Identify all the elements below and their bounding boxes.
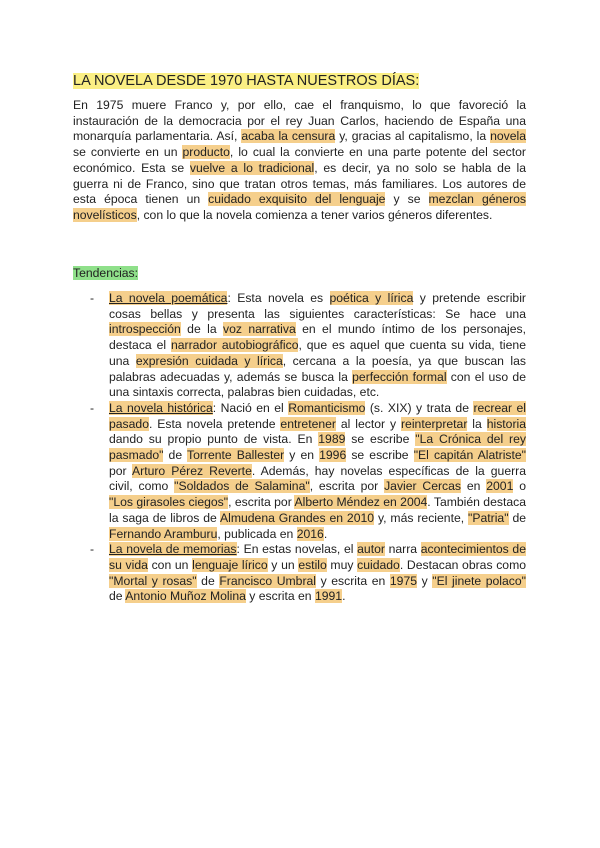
text-run: con el uso de una sintaxis correcta, palabras bien cuidadas, etc.	[109, 369, 526, 400]
text-run: y, gracias al capitalismo, la	[335, 129, 491, 144]
highlighted-term: "Patria"	[468, 510, 509, 525]
highlighted-term: 1975	[389, 573, 418, 588]
highlighted-term: 1996	[319, 448, 347, 463]
text-run: . Esta novela pretende	[148, 416, 281, 431]
tendency-title: La novela de memorias	[109, 542, 237, 557]
text-run: muy	[326, 557, 358, 572]
list-item	[73, 542, 526, 605]
page-title	[73, 72, 419, 90]
highlighted-term: Antonio Muñoz Molina	[125, 589, 246, 604]
highlighted-term: poética y lírica	[329, 291, 414, 305]
text-run: dando su propio punto de vista. En	[109, 432, 319, 447]
tendencias-list	[73, 291, 526, 605]
text-run: : En estas novelas, el	[236, 542, 358, 557]
intro-paragraph	[73, 98, 526, 224]
highlighted-term: acaba la censura	[241, 129, 336, 144]
highlighted-term: "La Crónica del rey pasmado"	[109, 432, 526, 463]
text-run: , con lo que la novela comienza a tener varios géneros diferentes.	[136, 207, 493, 222]
text-run: y en	[284, 448, 320, 463]
highlighted-term: estilo	[298, 557, 327, 572]
text-run: , escrita por	[228, 495, 295, 510]
text-run: o	[513, 479, 526, 494]
list-item	[73, 291, 526, 401]
highlighted-term: Almudena Grandes en 2010	[220, 510, 375, 525]
tendencias-label: Tendencias:	[73, 266, 139, 280]
highlighted-term: 2016	[296, 526, 324, 541]
text-run: y se	[385, 192, 429, 207]
highlighted-term: Fernando Aramburu	[109, 526, 218, 541]
text-run: de	[163, 448, 187, 463]
list-dash: -	[90, 400, 95, 415]
highlighted-term: Alberto Méndez en 2004	[294, 495, 428, 510]
text-run: se escribe	[346, 448, 414, 463]
text-run: , cercana a la poesía, ya que buscan las palabras adecuadas y, además se busca la	[109, 353, 526, 384]
text-run: (s. XIX) y trata de	[365, 400, 474, 415]
highlighted-term: "Los girasoles ciegos"	[109, 495, 229, 510]
highlighted-term: 1989	[318, 432, 346, 447]
highlighted-term: "Soldados de Salamina"	[174, 479, 310, 494]
highlighted-term: narrador autobiográfico	[170, 338, 299, 353]
highlighted-term: Javier Cercas	[384, 479, 462, 494]
text-run: se escribe	[345, 432, 416, 447]
text-run: se convierte en un	[73, 145, 183, 160]
text-run: . Destacan obras como	[399, 557, 527, 572]
highlighted-term: mezclan géneros novelísticos	[73, 192, 526, 222]
text-run: y, más reciente,	[374, 510, 469, 525]
highlighted-term: expresión cuidada y lírica	[135, 353, 283, 368]
list-item	[73, 401, 526, 542]
text-run: de	[196, 573, 220, 588]
text-run: de	[109, 589, 126, 604]
highlighted-term: lenguaje lírico	[192, 557, 268, 572]
highlighted-term: "Mortal y rosas"	[109, 573, 197, 588]
text-run: en	[461, 479, 487, 494]
text-run: , publicada en	[217, 526, 297, 541]
text-run: por	[109, 463, 133, 478]
highlighted-term: Arturo Pérez Reverte	[132, 463, 252, 478]
highlighted-term: voz narrativa	[222, 322, 296, 337]
tendency-title: La novela poemática	[109, 291, 228, 305]
text-run: la	[467, 416, 487, 431]
text-run: de la	[180, 322, 223, 337]
highlighted-term: entretener	[280, 416, 336, 431]
text-run: y un	[267, 557, 299, 572]
highlighted-term: autor	[357, 542, 385, 557]
text-run: .	[342, 589, 346, 604]
highlighted-term: cuidado exquisito del lenguaje	[208, 192, 386, 207]
text-run: al lector y	[335, 416, 401, 431]
text-run: y pretende escribir cosas bellas y presenta las siguientes características: Se hace una	[109, 291, 526, 321]
text-run: y escrita en	[316, 573, 390, 588]
tendency-title: La novela histórica	[109, 400, 213, 415]
highlighted-term: Francisco Umbral	[219, 573, 316, 588]
text-run: . Además, hay novelas específicas de la guerra civil, como	[109, 463, 526, 494]
text-run: narra	[384, 542, 421, 557]
highlighted-term: "El capitán Alatriste"	[413, 448, 527, 463]
highlighted-term: Torrente Ballester	[186, 448, 285, 463]
highlighted-term: producto	[182, 145, 230, 160]
text-run: . También destaca la saga de libros de	[109, 495, 526, 525]
text-run: , es decir, ya no solo se habla de la guerra ni de Franco, sino que tratan otros temas, más familiares. Los autores de esta época tienen un	[73, 160, 526, 207]
text-run: y	[417, 573, 433, 588]
text-run: : Esta novela es	[227, 291, 330, 305]
tendencias-heading	[73, 265, 138, 281]
text-run: , lo cual la convierte en una parte potente del sector económico. Esta se	[73, 145, 526, 175]
text-run: En 1975 muere Franco y, por ello, cae el franquismo, lo que favoreció la instauración de la democracia por el rey Juan Carlos, haciendo de España una monarquía parlamentaria. Así,	[73, 98, 526, 144]
highlighted-term: cuidado	[357, 557, 400, 572]
highlighted-term: perfección formal	[352, 369, 447, 384]
text-run: .	[323, 526, 328, 541]
text-run: : Nació en el	[212, 400, 289, 415]
highlighted-term: reinterpretar	[401, 416, 468, 431]
text-run: y escrita en	[245, 589, 315, 604]
highlighted-term: "El jinete polaco"	[432, 573, 526, 588]
highlighted-term: historia	[486, 416, 526, 431]
list-dash: -	[90, 291, 95, 305]
text-run: , escrita por	[309, 479, 385, 494]
highlighted-term: vuelve a lo tradicional	[189, 160, 315, 175]
list-dash: -	[90, 542, 95, 557]
highlighted-term: recrear el pasado	[109, 400, 526, 431]
text-run: en el mundo íntimo de los personajes, destaca el	[109, 322, 527, 353]
highlighted-term: introspección	[109, 322, 181, 337]
highlighted-term: novela	[490, 129, 526, 144]
text-run: con un	[147, 557, 193, 572]
highlighted-term: acontecimientos de su vida	[109, 542, 526, 572]
text-run: , que es aquel que cuenta su vida, tiene una	[109, 338, 526, 368]
highlighted-term: Romanticismo	[288, 400, 366, 415]
highlighted-term: 1991	[314, 589, 343, 604]
title-text: LA NOVELA DESDE 1970 HASTA NUESTROS DÍAS:	[73, 73, 420, 89]
text-run: de	[508, 510, 526, 525]
highlighted-term: 2001	[486, 479, 514, 494]
